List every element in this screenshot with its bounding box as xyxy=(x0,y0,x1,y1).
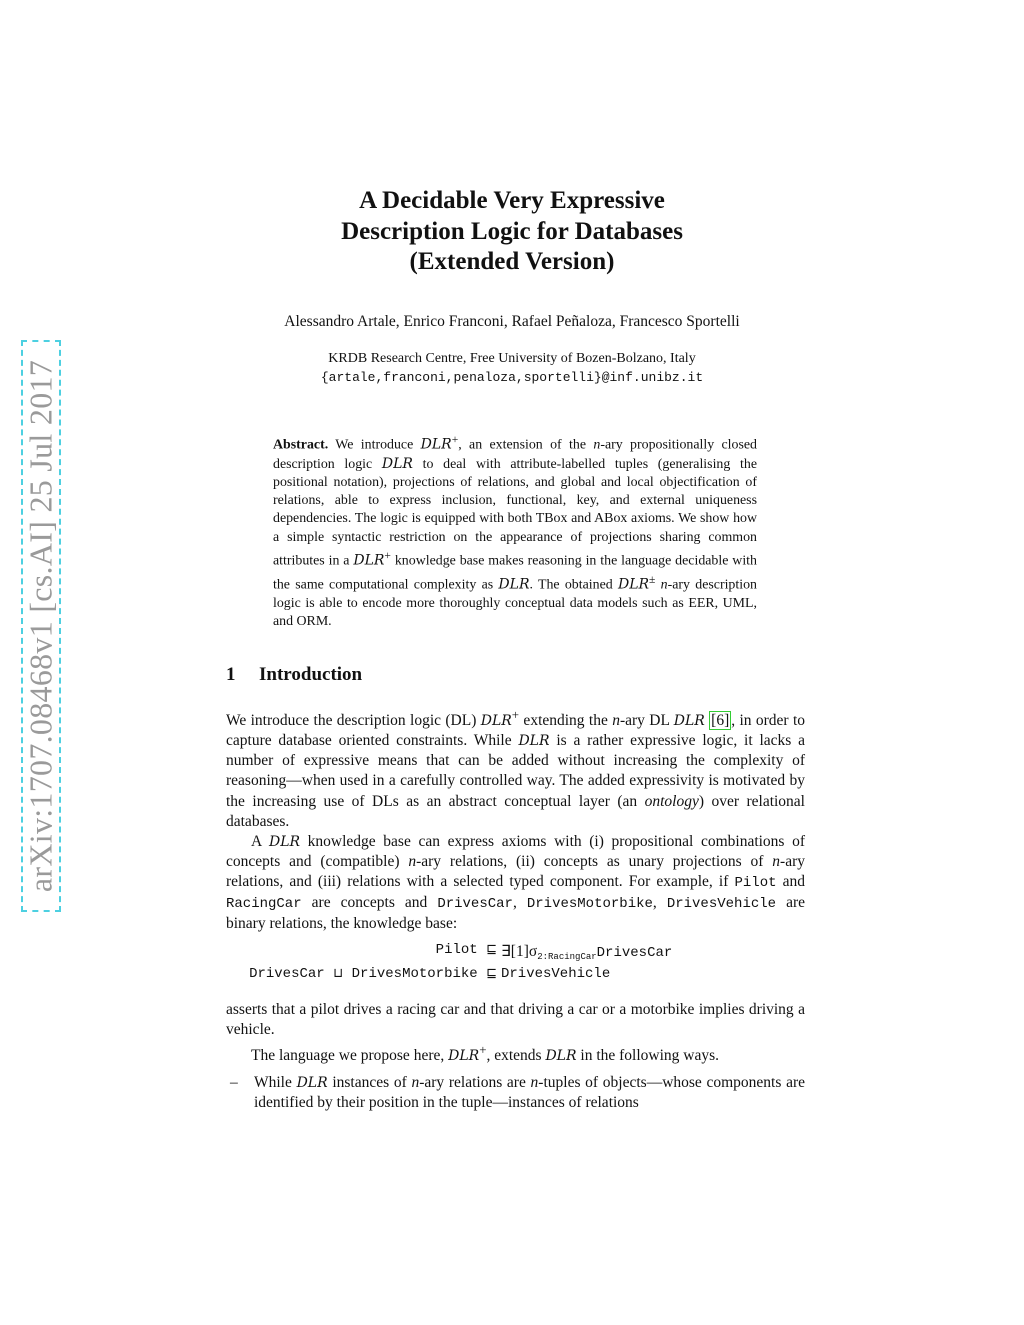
list-item xyxy=(226,1073,805,1113)
section-title: Introduction xyxy=(259,664,363,685)
paper-title xyxy=(212,186,812,278)
text-run: instances of xyxy=(327,1074,412,1091)
abstract-label: Abstract. xyxy=(273,437,329,453)
text-run: , in order to capture database oriented constraints. While xyxy=(226,712,806,750)
section-number: 1 xyxy=(226,664,236,685)
paragraph: The language we propose here, DLR+, extends DLR in the following ways. xyxy=(251,1042,720,1065)
intro-body xyxy=(226,705,805,934)
formula-lhs xyxy=(249,966,497,982)
list-item-text xyxy=(254,1073,805,1113)
text-run: -ary relations are xyxy=(419,1074,531,1091)
institution: KRDB Research Centre, Free University of Bozen-Bolzano, Italy xyxy=(328,351,696,366)
code-term: DrivesVehicle xyxy=(666,896,777,912)
dlr-symbol: DLR xyxy=(518,733,550,750)
bullet-dash: – xyxy=(230,1074,238,1091)
math-n: n xyxy=(408,852,417,870)
union-symbol: ⊔ xyxy=(333,966,344,981)
text-run: -ary DL xyxy=(619,712,674,730)
text-run: and xyxy=(776,872,805,890)
dlr-symbol: DLR xyxy=(381,455,413,472)
math-n: n xyxy=(660,577,668,593)
subscript: 2:RacingCar xyxy=(537,952,597,962)
text-run: -ary relations, and (iii) relations with a selected typed component. For example, if xyxy=(226,852,805,890)
abstract-text: -ary description logic is able to encode more thoroughly conceptual data models such as EER, UML, and ORM. xyxy=(273,577,757,629)
dlr-plus-symbol: DLR xyxy=(353,552,385,569)
emphasis: ontology xyxy=(644,792,699,810)
intro-body-2 xyxy=(226,1000,805,1066)
math-n: n xyxy=(411,1074,420,1091)
math-n: n xyxy=(593,437,601,453)
dlr-plus-symbol: DLR xyxy=(420,436,452,453)
subsumption-symbol: ⊑ xyxy=(486,966,497,981)
subsumption-symbol: ⊑ xyxy=(486,942,497,957)
text-run: in the following ways. xyxy=(576,1047,720,1065)
code-term: Pilot xyxy=(734,874,777,891)
text-run: is a rather expressive logic, it lacks a number of expressive means that can be added without increasing the complexity of reasoning—when used in a carefully controlled way. The added expressivity is motivated by the increasing use of DLs as an abstract conceptual layer (an xyxy=(226,732,805,810)
math-n: n xyxy=(530,1074,539,1091)
code-term: DrivesMotorbike xyxy=(351,966,478,982)
text-run: are concepts and xyxy=(301,894,438,911)
dlr-symbol: DLR xyxy=(673,713,705,730)
code-term: DrivesVehicle xyxy=(501,966,611,982)
text-run: We introduce the description logic (DL) xyxy=(226,712,481,730)
text-run: , xyxy=(512,894,517,911)
abstract-text: to deal with attribute-labelled tuples (generalising the positional notation), projections of relations, and global and local objectification of relations, able to express inclusion, functional, key, and external uniqueness dependencies. The logic is equipped with both TBox and ABox axioms. We show how a simple syntactic restriction on the appearance of projections sharing common attributes in a xyxy=(273,456,757,569)
text-run: -ary relations, (ii) concepts as unary projections of xyxy=(416,852,773,870)
dlr-symbol: DLR xyxy=(296,1075,328,1091)
text-run: , xyxy=(652,894,667,911)
abstract-text: -ary propositionally closed description logic xyxy=(273,437,758,472)
paragraph: We introduce the description logic (DL) DLR+ extending the n-ary DL DLR [6] , in order to capture database oriented constraints. While DLR is a rather expressive logic, it lacks a number of expressive means that can be added without increasing the complexity of reasoning—when used in a carefully controlled way. The added expressivity is motivated by the increasing use of DLs as an abstract conceptual layer (an ontology) over relational databases. xyxy=(226,707,806,830)
dlr-plus-symbol: DLR xyxy=(480,713,512,730)
code-term: DrivesCar xyxy=(596,945,673,961)
citation-link[interactable]: [6] xyxy=(711,712,730,730)
text-run: , extends xyxy=(486,1047,546,1065)
paragraph xyxy=(226,832,805,934)
math-n: n xyxy=(772,852,781,870)
text-run: ) over relational databases. xyxy=(226,792,805,830)
abstract-text: , an extension of the xyxy=(458,437,594,453)
math-expr: ∃[1]σ xyxy=(501,943,538,960)
affiliation xyxy=(212,349,812,387)
pm-sign: ± xyxy=(649,572,656,586)
dlr-symbol: DLR xyxy=(498,576,530,593)
abstract-text: knowledge base makes reasoning in the language decidable with the same computational complexity as xyxy=(273,553,757,593)
title-line-2: Description Logic for Databases xyxy=(341,217,683,245)
abstract-text: We introduce xyxy=(328,437,421,453)
code-term: DrivesCar xyxy=(437,896,513,912)
arxiv-id: arXiv:1707.08468v1 [cs.AI] 25 Jul 2017 xyxy=(22,359,59,893)
code-term: Pilot xyxy=(435,942,478,958)
text-run: The language we propose here, xyxy=(251,1047,449,1065)
text-run: -tuples of objects—whose components are identified by their position in the tuple—instances of relations xyxy=(254,1074,806,1112)
code-term: DrivesCar xyxy=(249,966,325,982)
text-run: A xyxy=(251,832,269,850)
dlr-symbol: DLR xyxy=(545,1048,577,1065)
abstract-text: . The obtained xyxy=(529,577,618,593)
text-run: While xyxy=(254,1074,297,1091)
text-run: are binary relations, the knowledge base: xyxy=(226,894,806,933)
formula-lhs xyxy=(436,942,497,958)
code-term: DrivesMotorbike xyxy=(526,896,653,912)
title-line-1: A Decidable Very Expressive xyxy=(359,187,665,214)
formula-rhs xyxy=(501,942,672,962)
dlr-symbol: DLR xyxy=(268,833,301,850)
code-term: RacingCar xyxy=(226,896,302,912)
email-list: {artale,franconi,penaloza,sportelli}@inf.unibz.it xyxy=(320,370,704,385)
arxiv-stamp xyxy=(21,340,61,912)
author-list: Alessandro Artale, Enrico Franconi, Rafael Peñaloza, Francesco Sportelli xyxy=(284,313,740,330)
formula-rhs xyxy=(501,966,610,982)
section-heading xyxy=(226,664,362,686)
title-line-3: (Extended Version) xyxy=(409,248,615,275)
text-run: knowledge base can express axioms with (i) propositional combinations of concepts and (compatible) xyxy=(226,832,805,870)
dlr-pm-symbol: DLR xyxy=(617,576,650,593)
math-n: n xyxy=(612,712,620,730)
abstract: Abstract. We introduce DLR+, an extension of the n-ary propositionally closed description logic DLR to deal with attribute-labelled tuples (generalising the positional notation), projections of relations, and global and local objectification of relations, able to express inclusion, functional, key, and external uniqueness dependencies. The logic is equipped with both TBox and ABox axioms. We show how a simple syntactic restriction on the appearance of projections sharing common attributes in a DLR+ knowledge base makes reasoning in the language decidable with the same computational complexity as DLR. The obtained DLR± n-ary description logic is able to encode more thoroughly conceptual data models such as EER, UML, and ORM. xyxy=(273,433,758,629)
text-run: extending the xyxy=(519,712,613,730)
dlr-plus-symbol: DLR xyxy=(448,1048,480,1065)
paragraph: asserts that a pilot drives a racing car and that driving a car or a motorbike implies driving a vehicle. xyxy=(226,1001,805,1039)
citation-number[interactable]: 6 xyxy=(716,712,725,730)
